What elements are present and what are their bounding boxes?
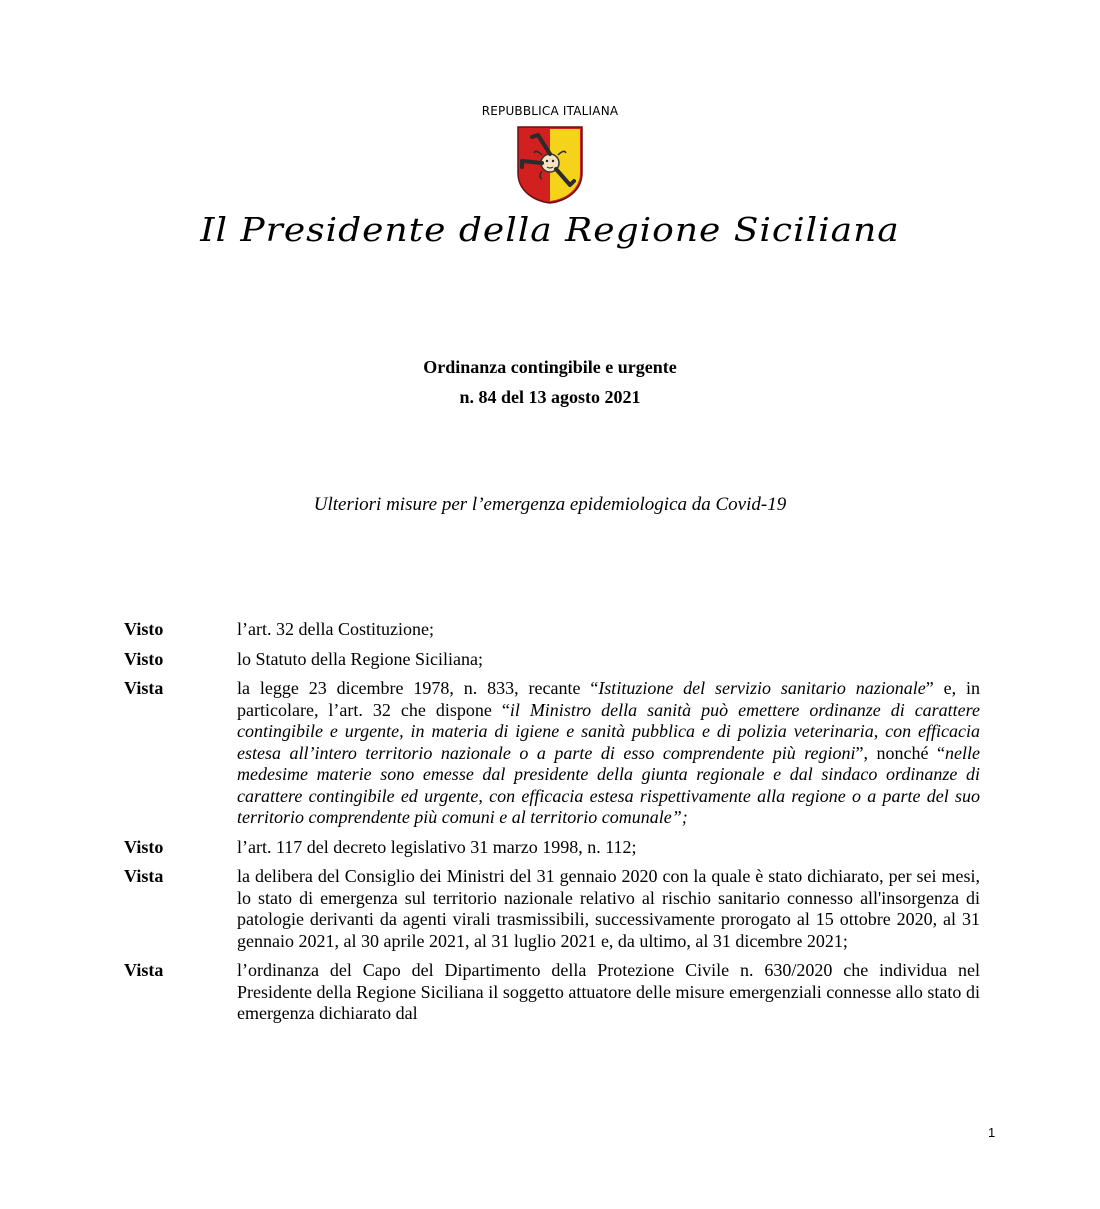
premise-item <box>124 837 980 859</box>
page-number: 1 <box>988 1125 996 1140</box>
premise-keyword: Vista <box>124 960 164 980</box>
premise-keyword: Vista <box>124 866 164 886</box>
republic-heading: REPUBBLICA ITALIANA <box>481 104 619 118</box>
premises-list <box>124 619 980 1033</box>
presidency-signature: Il Presidente della Regione Siciliana <box>200 211 900 250</box>
premise-item <box>124 649 980 671</box>
premise-item <box>124 866 980 952</box>
premise-text: lo Statuto della Regione Siciliana; <box>237 648 483 669</box>
trinacria-emblem-icon <box>512 125 588 205</box>
premise-keyword: Visto <box>124 648 164 669</box>
premise-item <box>124 960 980 1025</box>
premise-item <box>124 619 980 641</box>
premise-text: l’ordinanza del Capo del Dipartimento della Protezione Civile n. 630/2020 che individua nel Presidente della Regione Siciliana il soggetto attuatore delle misure emergenziali connesse allo stato di emergenza dichiarato dal <box>237 960 980 1023</box>
premise-text: l’art. 117 del decreto legislativo 31 marzo 1998, n. 112; <box>237 836 637 857</box>
premise-text: la delibera del Consiglio dei Ministri del 31 gennaio 2020 con la quale è stato dichiarato, per sei mesi, lo stato di emergenza sul territorio nazionale relativo al rischio sanitario connesso all'insorgenza di patologie derivanti da agenti virali trasmissibili, successivamente prorogato al 15 ottobre 2020, al 31 gennaio 2021, al 30 aprile 2021, al 31 luglio 2021 e, da ultimo, al 31 dicembre 2021; <box>237 866 980 951</box>
premise-text: l’art. 32 della Costituzione; <box>237 619 434 639</box>
premise-text: la legge 23 dicembre 1978, n. 833, recante “Istituzione del servizio sanitario nazionale” e, in particolare, l’art. 32 che dispone “il Ministro della sanità può emettere ordinanze di carattere contingibile e urgente, in materia di igiene e sanità pubblica e di polizia veterinaria, con efficacia estesa all’intero territorio nazionale o a parte di esso comprendente più regioni”, nonché “nelle medesime materie sono emesse dal presidente della giunta regionale e dal sindaco ordinanze di carattere contingibile ed urgente, con efficacia estesa rispettivamente alla regione o a parte del suo territorio comprendente più comuni e al territorio comunale”; <box>237 678 981 827</box>
premise-item <box>124 678 980 829</box>
premise-keyword: Visto <box>124 836 164 857</box>
ordinance-title: Ordinanza contingibile e urgente <box>423 357 677 377</box>
premise-keyword: Vista <box>124 678 164 698</box>
premise-keyword: Visto <box>124 619 164 639</box>
ordinance-subject: Ulteriori misure per l’emergenza epidemiologica da Covid-19 <box>313 494 787 515</box>
ordinance-number: n. 84 del 13 agosto 2021 <box>459 387 641 407</box>
